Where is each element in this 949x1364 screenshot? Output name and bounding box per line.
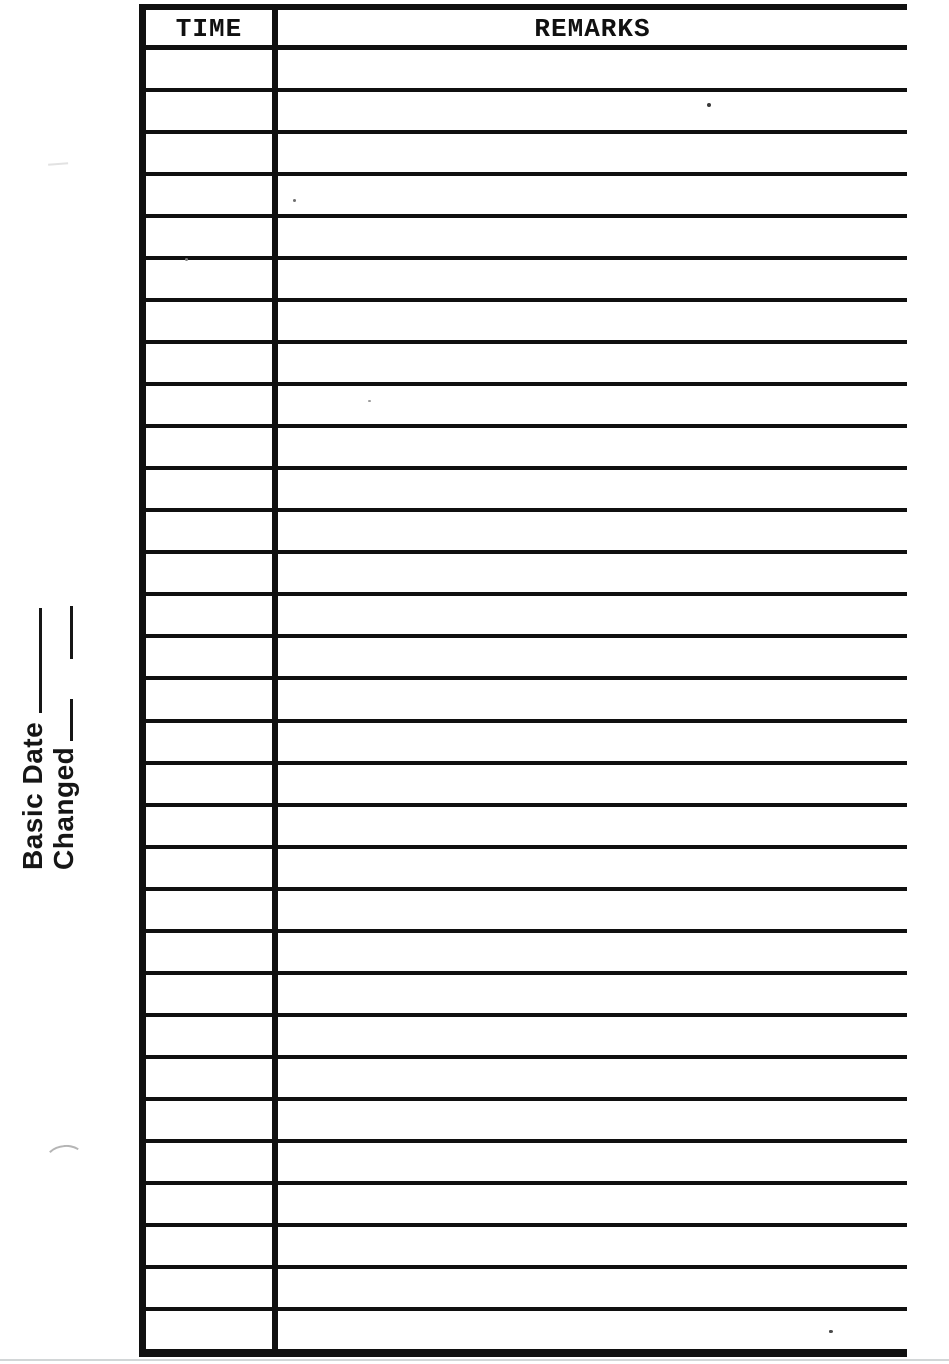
- time-cell: [146, 302, 278, 340]
- scan-artifact-smudge: [48, 159, 68, 165]
- remarks-cell: [278, 92, 907, 130]
- table-row: [146, 218, 907, 260]
- remarks-cell: [278, 554, 907, 592]
- time-cell: [146, 723, 278, 761]
- table-row: [146, 302, 907, 344]
- time-cell: [146, 1143, 278, 1181]
- table-row: [146, 975, 907, 1017]
- basic-date-label: Basic Date: [17, 721, 48, 870]
- table-row: [146, 470, 907, 512]
- table-row: [146, 176, 907, 218]
- basic-date-blank-line: [39, 608, 42, 713]
- time-cell: [146, 1101, 278, 1139]
- remarks-cell: [278, 975, 907, 1013]
- time-cell: [146, 933, 278, 971]
- remarks-cell: [278, 1185, 907, 1223]
- remarks-cell: [278, 218, 907, 256]
- scan-artifact-arc: [44, 1143, 87, 1177]
- changed-blank-line-1: [70, 699, 73, 741]
- time-cell: [146, 891, 278, 929]
- time-cell: [146, 1059, 278, 1097]
- column-header-remarks: REMARKS: [534, 13, 651, 44]
- changed-blank-line-2: [70, 606, 73, 659]
- time-cell: [146, 512, 278, 550]
- changed-line: [48, 603, 79, 870]
- remarks-cell: [278, 1269, 907, 1307]
- remarks-cell: [278, 638, 907, 676]
- remarks-cell: [278, 1059, 907, 1097]
- time-cell: [146, 1185, 278, 1223]
- remarks-cell: [278, 428, 907, 466]
- time-cell: [146, 849, 278, 887]
- table-row: [146, 260, 907, 302]
- remarks-cell: [278, 1101, 907, 1139]
- table-row: [146, 386, 907, 428]
- table-row: [146, 1059, 907, 1101]
- table-row: [146, 933, 907, 975]
- remarks-cell: [278, 849, 907, 887]
- time-cell: [146, 1017, 278, 1055]
- remarks-cell: [278, 891, 907, 929]
- remarks-cell: [278, 1311, 907, 1349]
- remarks-cell: [278, 765, 907, 803]
- table-row: [146, 512, 907, 554]
- table-row: [146, 680, 907, 722]
- table-row: [146, 765, 907, 807]
- table-row: [146, 723, 907, 765]
- table-row: [146, 807, 907, 849]
- table-row: [146, 92, 907, 134]
- remarks-cell: [278, 596, 907, 634]
- remarks-cell: [278, 723, 907, 761]
- table-row: [146, 891, 907, 933]
- table-row: [146, 1185, 907, 1227]
- basic-date-line: [17, 603, 48, 870]
- log-table: [139, 4, 907, 1357]
- table-row: [146, 1101, 907, 1143]
- remarks-cell: [278, 134, 907, 172]
- time-cell: [146, 428, 278, 466]
- remarks-cell: [278, 386, 907, 424]
- table-row: [146, 1017, 907, 1059]
- time-cell: [146, 386, 278, 424]
- time-cell: [146, 134, 278, 172]
- time-cell: [146, 344, 278, 382]
- time-cell: [146, 807, 278, 845]
- time-cell: [146, 1269, 278, 1307]
- table-body: [146, 50, 907, 1349]
- scan-artifact-bottom-line: [0, 1359, 949, 1361]
- table-row: [146, 638, 907, 680]
- changed-label: Changed: [48, 746, 79, 870]
- table-row: [146, 1143, 907, 1185]
- remarks-cell: [278, 1017, 907, 1055]
- remarks-cell: [278, 470, 907, 508]
- remarks-cell: [278, 1227, 907, 1265]
- table-row: [146, 134, 907, 176]
- time-cell: [146, 176, 278, 214]
- remarks-cell: [278, 512, 907, 550]
- table-row: [146, 1269, 907, 1311]
- table-row: [146, 554, 907, 596]
- column-header-time: TIME: [146, 10, 278, 45]
- time-cell: [146, 765, 278, 803]
- remarks-cell: [278, 933, 907, 971]
- remarks-cell: [278, 50, 907, 88]
- time-cell: [146, 1227, 278, 1265]
- table-row: [146, 50, 907, 92]
- time-cell: [146, 50, 278, 88]
- remarks-cell: [278, 680, 907, 718]
- table-row: [146, 849, 907, 891]
- time-cell: [146, 1311, 278, 1349]
- table-row: [146, 1311, 907, 1349]
- time-cell: [146, 975, 278, 1013]
- remarks-cell: [278, 302, 907, 340]
- remarks-cell: [278, 1143, 907, 1181]
- table-row: [146, 344, 907, 386]
- time-cell: [146, 680, 278, 718]
- remarks-cell: [278, 807, 907, 845]
- time-cell: [146, 554, 278, 592]
- remarks-cell: [278, 260, 907, 298]
- remarks-cell: [278, 344, 907, 382]
- time-cell: [146, 92, 278, 130]
- time-cell: [146, 470, 278, 508]
- time-cell: [146, 638, 278, 676]
- time-cell: [146, 260, 278, 298]
- margin-note: [17, 603, 79, 870]
- remarks-cell: [278, 176, 907, 214]
- table-header-row: [146, 10, 907, 50]
- table-row: [146, 428, 907, 470]
- table-row: [146, 596, 907, 638]
- time-cell: [146, 218, 278, 256]
- table-row: [146, 1227, 907, 1269]
- time-cell: [146, 596, 278, 634]
